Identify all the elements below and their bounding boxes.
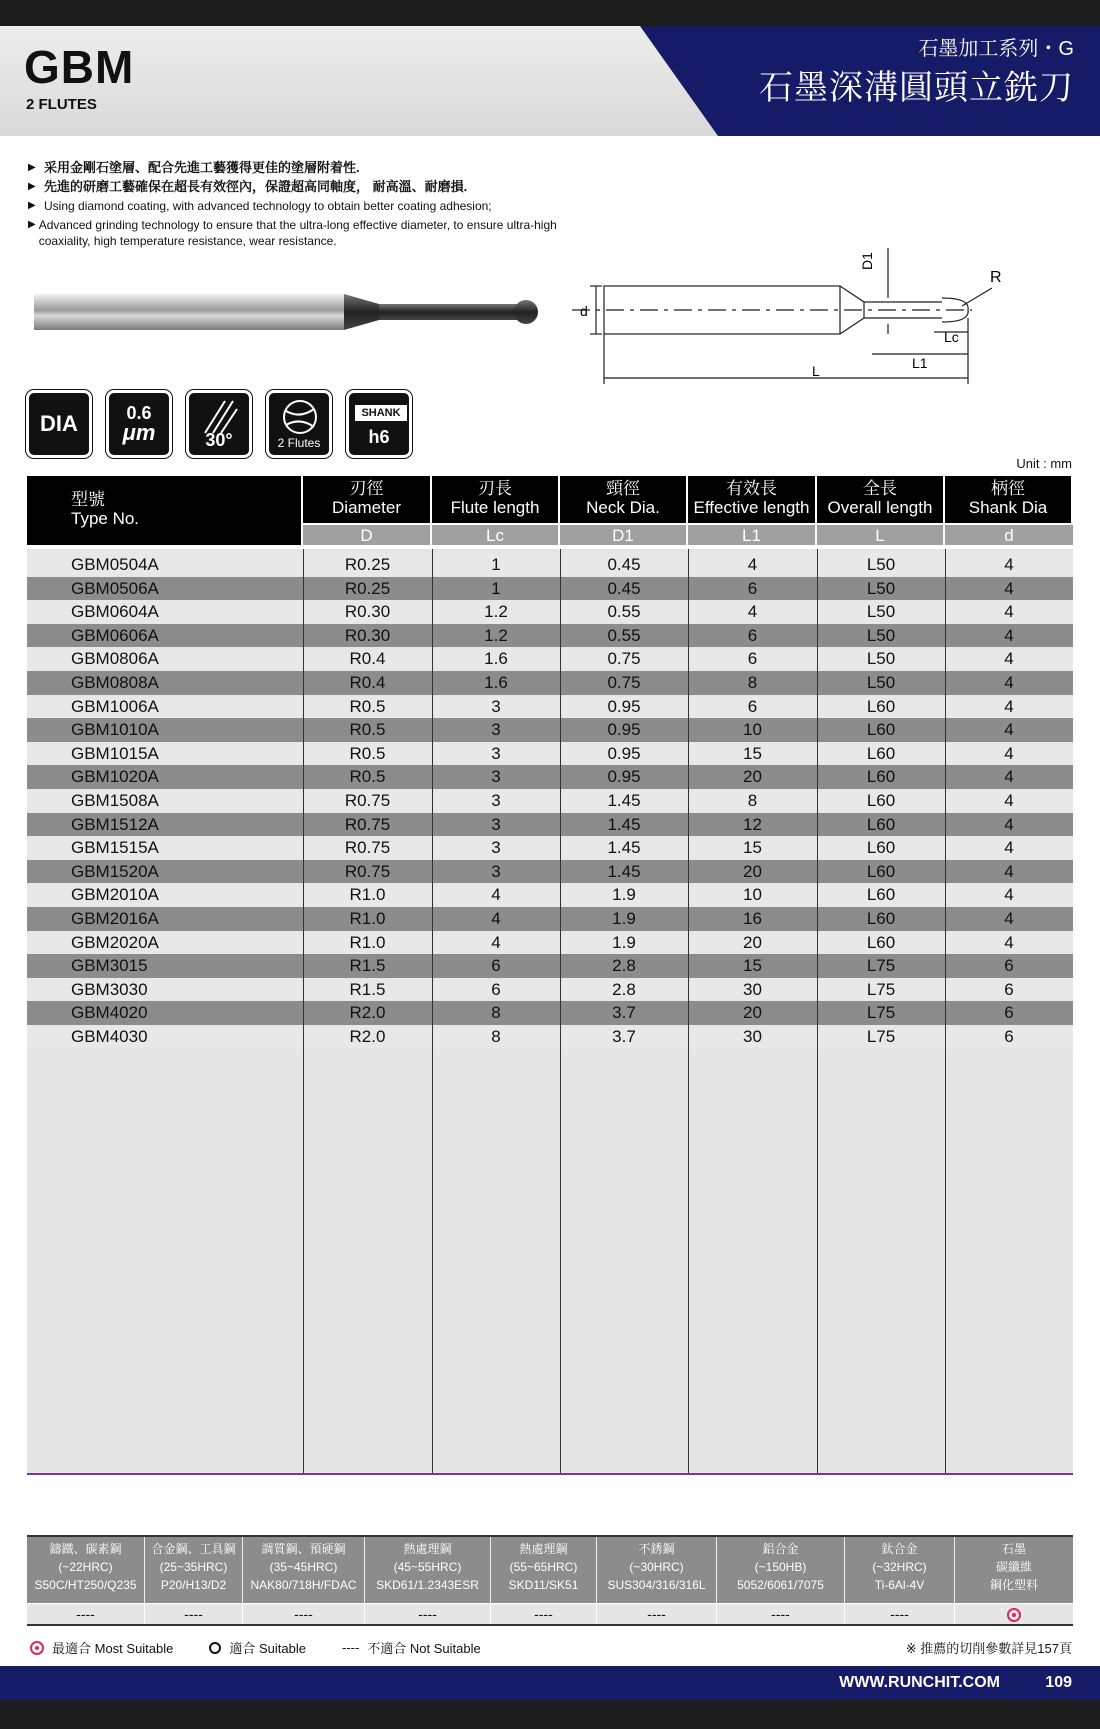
header-shank-dia: 柄徑 Shank Dia (945, 476, 1073, 523)
label-l1: L1 (912, 355, 928, 371)
cell-diameter: R1.0 (349, 909, 386, 928)
material-cell: 鋁合金 (~150HB) 5052/6061/7075 (717, 1537, 845, 1603)
cell-effective-length: 8 (747, 673, 758, 692)
table-row (27, 860, 1073, 884)
cell-shank-dia: 4 (1004, 625, 1014, 645)
shank-tolerance-badge: SHANK h6 (346, 390, 412, 458)
cell-neck-dia: 0.95 (607, 720, 641, 740)
cell-overall-length: L60 (866, 909, 896, 928)
suitability-cell: ---- (717, 1604, 845, 1624)
label-d: d (580, 303, 588, 319)
suitability-cell: ---- (597, 1604, 717, 1624)
cell-shank-dia: 4 (1004, 673, 1014, 692)
cell-overall-length: L60 (866, 861, 896, 881)
cell-diameter: R1.5 (349, 979, 386, 999)
cell-diameter: R0.30 (344, 602, 391, 622)
cell-shank-dia: 4 (1004, 838, 1014, 858)
cell-overall-length: L75 (866, 956, 896, 976)
cell-shank-dia: 6 (1004, 1003, 1014, 1023)
cell-flute-length: 1 (491, 578, 501, 598)
cell-overall-length: L50 (866, 625, 896, 645)
bullet-arrow-icon: ▶ (28, 181, 36, 192)
cell-neck-dia: 0.95 (607, 767, 641, 787)
cell-neck-dia: 2.8 (612, 979, 636, 999)
cutting-parameter-note: ※ 推薦的切削參數詳見157頁 (905, 1641, 1072, 1656)
cell-overall-length: L60 (866, 743, 896, 763)
table-row (27, 789, 1073, 813)
flutes-badge: 2 Flutes (266, 390, 332, 458)
symbol-l1: L1 (688, 523, 817, 545)
cell-diameter: R0.25 (344, 578, 391, 598)
page-number: 109 (1045, 1674, 1072, 1691)
cell-type-no: GBM4020 (71, 1003, 148, 1023)
table-row (27, 553, 1073, 577)
cell-type-no: GBM1512A (71, 814, 159, 834)
cell-diameter: R1.5 (349, 956, 386, 976)
symbol-shank-d: d (945, 523, 1073, 545)
column-divider (945, 549, 946, 1473)
cell-diameter: R1.0 (349, 885, 386, 905)
cell-flute-length: 1.2 (484, 625, 508, 645)
cell-overall-length: L50 (866, 602, 896, 622)
cell-flute-length: 3 (491, 838, 501, 858)
helix-angle-badge: 30° (186, 390, 252, 458)
cell-shank-dia: 6 (1004, 1027, 1014, 1046)
table-row (27, 577, 1073, 601)
model-title: GBM (24, 41, 135, 93)
table-row (27, 1001, 1073, 1025)
header-neck-dia: 頸徑 Neck Dia. (560, 476, 688, 523)
cell-neck-dia: 3.7 (612, 1027, 636, 1046)
cell-type-no: GBM0606A (71, 625, 159, 645)
most-suitable-icon (1007, 1608, 1021, 1622)
cell-effective-length: 6 (747, 578, 758, 598)
material-cell: 熱處理鋼 (45~55HRC) SKD61/1.2343ESR (365, 1537, 491, 1603)
cell-type-no: GBM1515A (71, 838, 159, 858)
cell-effective-length: 20 (743, 1003, 762, 1023)
table-row (27, 600, 1073, 624)
tool-photo (34, 288, 554, 338)
cell-shank-dia: 4 (1004, 696, 1014, 716)
header-type-no: 型號 Type No. (27, 476, 303, 545)
page-footer (0, 1666, 1100, 1700)
cell-diameter: R1.0 (349, 932, 386, 952)
cell-diameter: R0.5 (349, 696, 386, 716)
cell-neck-dia: 1.9 (612, 885, 636, 905)
cell-neck-dia: 1.45 (607, 814, 641, 834)
cell-type-no: GBM3030 (71, 979, 148, 999)
cell-effective-length: 15 (743, 743, 762, 763)
cell-type-no: GBM1010A (71, 720, 159, 740)
cell-overall-length: L60 (866, 932, 896, 952)
cell-flute-length: 8 (491, 1003, 501, 1023)
cell-neck-dia: 3.7 (612, 1003, 636, 1023)
label-l: L (812, 363, 820, 379)
table-row (27, 718, 1073, 742)
diamond-coating-badge: DIA (26, 390, 92, 458)
table-row (27, 742, 1073, 766)
material-cell: 不銹鋼 (~30HRC) SUS304/316/316L (597, 1537, 717, 1603)
cell-shank-dia: 4 (1004, 602, 1014, 622)
cell-flute-length: 1.2 (484, 602, 508, 622)
cell-overall-length: L60 (866, 720, 896, 740)
column-divider (432, 549, 433, 1473)
label-d1: D1 (859, 252, 875, 270)
cell-shank-dia: 4 (1004, 861, 1014, 881)
cell-shank-dia: 4 (1004, 720, 1014, 740)
spec-table-body (27, 549, 1073, 1475)
page-header (0, 26, 1100, 136)
table-row (27, 954, 1073, 978)
cell-effective-length: 16 (743, 909, 762, 928)
material-cell: 石墨 碳纖維 鋼化塑料 (989, 1542, 1038, 1592)
cell-effective-length: 4 (747, 555, 758, 574)
table-row (27, 671, 1073, 695)
cell-effective-length: 6 (747, 649, 758, 669)
cell-neck-dia: 2.8 (612, 956, 636, 976)
feature-item: ▶ Advanced grinding technology to ensure that the ultra-long effective diameter, to ensure ultra-high coaxiality, high temperature resistance, wear resistance. (28, 218, 557, 248)
column-divider (303, 549, 304, 1473)
cell-type-no: GBM2016A (71, 909, 159, 928)
product-name: 石墨深溝圓頭立銑刀 (759, 69, 1074, 107)
cell-neck-dia: 0.45 (607, 555, 641, 574)
symbol-lc: Lc (432, 523, 560, 545)
cell-shank-dia: 4 (1004, 578, 1014, 598)
cell-diameter: R0.25 (344, 555, 391, 574)
cell-shank-dia: 4 (1004, 649, 1014, 669)
table-row (27, 813, 1073, 837)
cell-shank-dia: 4 (1004, 555, 1014, 574)
cell-type-no: GBM1508A (71, 791, 159, 810)
cell-neck-dia: 1.9 (612, 909, 636, 928)
cell-shank-dia: 6 (1004, 956, 1014, 976)
cell-overall-length: L50 (866, 555, 896, 574)
table-row (27, 1025, 1073, 1049)
cell-effective-length: 20 (743, 767, 762, 787)
symbol-d1: D1 (560, 523, 688, 545)
cell-shank-dia: 4 (1004, 767, 1014, 787)
feature-item: ▶ 先進的研磨工藝確保在超長有效徑內，保證超高同軸度， 耐高溫、耐磨損. (28, 179, 468, 194)
cell-overall-length: L75 (866, 1027, 896, 1046)
cell-effective-length: 4 (747, 602, 758, 622)
cell-neck-dia: 1.9 (612, 932, 636, 952)
cell-type-no: GBM0504A (71, 555, 159, 574)
cell-flute-length: 3 (491, 720, 501, 740)
cell-flute-length: 3 (491, 861, 501, 881)
table-row (27, 978, 1073, 1002)
symbol-d: D (303, 523, 432, 545)
cell-overall-length: L60 (866, 767, 896, 787)
cell-diameter: R0.75 (344, 861, 391, 881)
cell-effective-length: 10 (743, 720, 762, 740)
cell-shank-dia: 4 (1004, 791, 1014, 810)
cell-type-no: GBM1520A (71, 861, 159, 881)
cell-diameter: R0.75 (344, 791, 391, 810)
suitability-cell: ---- (145, 1604, 243, 1624)
material-cell: 鑄鐵、碳素鋼 (~22HRC) S50C/HT250/Q235 (27, 1537, 145, 1603)
cell-diameter: R2.0 (349, 1003, 386, 1023)
cell-diameter: R2.0 (349, 1027, 386, 1046)
label-lc: Lc (944, 329, 959, 345)
cell-overall-length: L75 (866, 979, 896, 999)
header-effective-length: 有效長 Effective length (688, 476, 817, 523)
cell-shank-dia: 4 (1004, 885, 1014, 905)
cell-flute-length: 3 (491, 743, 501, 763)
material-suitability-table (27, 1535, 1073, 1626)
cell-neck-dia: 0.75 (607, 673, 641, 692)
cell-effective-length: 20 (743, 932, 762, 952)
cell-overall-length: L50 (866, 578, 896, 598)
legend-suitable: 適合 Suitable (209, 1638, 306, 1657)
cell-flute-length: 1.6 (484, 649, 508, 669)
table-row (27, 931, 1073, 955)
cell-neck-dia: 0.55 (607, 625, 641, 645)
label-r: R (990, 269, 1002, 286)
cell-effective-length: 12 (743, 814, 762, 834)
header-diameter: 刃徑 Diameter (303, 476, 432, 523)
cell-effective-length: 15 (743, 956, 762, 976)
header-overall-length: 全長 Overall length (817, 476, 945, 523)
cell-diameter: R0.75 (344, 838, 391, 858)
cell-shank-dia: 4 (1004, 743, 1014, 763)
cell-neck-dia: 0.75 (607, 649, 641, 669)
cell-diameter: R0.5 (349, 720, 386, 740)
most-suitable-icon (30, 1641, 44, 1655)
cell-shank-dia: 4 (1004, 932, 1014, 952)
cell-type-no: GBM1006A (71, 696, 159, 716)
unit-label: Unit : mm (1016, 456, 1072, 471)
cell-overall-length: L50 (866, 673, 896, 692)
table-row (27, 624, 1073, 648)
suitability-cell: ---- (27, 1604, 145, 1624)
top-bar (0, 0, 1100, 26)
suitability-cell (955, 1604, 1073, 1624)
cell-overall-length: L60 (866, 838, 896, 858)
cell-flute-length: 3 (491, 791, 501, 810)
cell-flute-length: 4 (491, 909, 501, 928)
cell-type-no: GBM3015 (71, 956, 148, 976)
column-divider (817, 549, 818, 1473)
cell-flute-length: 8 (491, 1027, 501, 1046)
cell-effective-length: 6 (747, 696, 758, 716)
cell-effective-length: 15 (743, 838, 762, 858)
table-row (27, 836, 1073, 860)
cell-flute-length: 6 (491, 979, 501, 999)
suitability-cell: ---- (365, 1604, 491, 1624)
cell-flute-length: 3 (491, 767, 501, 787)
cell-type-no: GBM1015A (71, 743, 159, 763)
cell-overall-length: L50 (866, 649, 896, 669)
material-cell: 合金鋼、工具鋼 (25~35HRC) P20/H13/D2 (145, 1537, 243, 1603)
flute-cross-section-icon (278, 397, 322, 437)
header-flute-length: 刃長 Flute length (432, 476, 560, 523)
cell-neck-dia: 0.95 (607, 743, 641, 763)
feature-list (28, 160, 588, 252)
series-name: 石墨加工系列・G (918, 38, 1074, 60)
cell-overall-length: L60 (866, 885, 896, 905)
suitability-cell: ---- (243, 1604, 365, 1624)
column-divider (560, 549, 561, 1473)
bullet-arrow-icon: ▶ (28, 200, 36, 211)
table-row (27, 765, 1073, 789)
material-cell: 熱處理鋼 (55~65HRC) SKD11/SK51 (491, 1537, 597, 1603)
table-row (27, 647, 1073, 671)
material-cell: 鈦合金 (~32HRC) Ti-6Al-4V (845, 1537, 955, 1603)
spec-table-header (27, 476, 1073, 545)
legend-not-suitable: ---- 不適合 Not Suitable (341, 1640, 481, 1656)
bullet-arrow-icon: ▶ (28, 219, 36, 230)
cell-neck-dia: 1.45 (607, 791, 641, 810)
suitable-icon (209, 1642, 221, 1654)
cell-type-no: GBM2010A (71, 885, 159, 905)
cell-effective-length: 30 (743, 1027, 762, 1046)
bullet-arrow-icon: ▶ (28, 162, 36, 173)
cell-diameter: R0.4 (349, 649, 386, 669)
feature-item: ▶ Using diamond coating, with advanced technology to obtain better coating adhesion; (28, 199, 492, 213)
suitability-legend (30, 1638, 1072, 1657)
cell-neck-dia: 0.55 (607, 602, 641, 622)
symbol-l: L (817, 523, 945, 545)
cell-type-no: GBM0506A (71, 578, 159, 598)
table-row (27, 695, 1073, 719)
cell-effective-length: 30 (743, 979, 762, 999)
cell-overall-length: L75 (866, 1003, 896, 1023)
cell-type-no: GBM4030 (71, 1027, 148, 1046)
flutes-subtitle: 2 FLUTES (26, 96, 97, 113)
website-url: WWW.RUNCHIT.COM (839, 1674, 1000, 1691)
cell-neck-dia: 0.95 (607, 696, 641, 716)
not-suitable-icon: ---- (341, 1640, 360, 1655)
cell-flute-length: 3 (491, 696, 501, 716)
cell-flute-length: 1 (491, 555, 501, 574)
material-cell: 調質鋼、預硬鋼 (35~45HRC) NAK80/718H/FDAC (243, 1537, 365, 1603)
cell-flute-length: 1.6 (484, 673, 508, 692)
bottom-bar (0, 1700, 1100, 1729)
cell-flute-length: 6 (491, 956, 501, 976)
cell-neck-dia: 1.45 (607, 838, 641, 858)
suitability-cell: ---- (845, 1604, 955, 1624)
cell-neck-dia: 1.45 (607, 861, 641, 881)
table-row (27, 883, 1073, 907)
tool-drawing (572, 248, 1082, 398)
cell-overall-length: L60 (866, 696, 896, 716)
cell-overall-length: L60 (866, 814, 896, 834)
cell-effective-length: 8 (747, 791, 758, 810)
column-divider (688, 549, 689, 1473)
coating-thickness-badge: 0.6 μm (106, 390, 172, 458)
cell-diameter: R0.5 (349, 743, 386, 763)
cell-shank-dia: 6 (1004, 979, 1014, 999)
cell-diameter: R0.4 (349, 673, 386, 692)
cell-flute-length: 3 (491, 814, 501, 834)
spec-badges (26, 390, 426, 458)
feature-item: ▶ 采用金剛石塗層、配合先進工藝獲得更佳的塗層附着性. (28, 160, 360, 175)
cell-overall-length: L60 (866, 791, 896, 810)
cell-shank-dia: 4 (1004, 909, 1014, 928)
cell-diameter: R0.75 (344, 814, 391, 834)
cell-type-no: GBM0604A (71, 602, 159, 622)
cell-type-no: GBM0808A (71, 673, 159, 692)
cell-effective-length: 10 (743, 885, 762, 905)
cell-type-no: GBM0806A (71, 649, 159, 669)
cell-shank-dia: 4 (1004, 814, 1014, 834)
cell-type-no: GBM2020A (71, 932, 159, 952)
cell-flute-length: 4 (491, 932, 501, 952)
suitability-cell: ---- (491, 1604, 597, 1624)
cell-diameter: R0.30 (344, 625, 391, 645)
cell-effective-length: 20 (743, 861, 762, 881)
cell-diameter: R0.5 (349, 767, 386, 787)
cell-neck-dia: 0.45 (607, 578, 641, 598)
legend-most-suitable: 最適合 Most Suitable (30, 1638, 173, 1657)
cell-flute-length: 4 (491, 885, 501, 905)
cell-type-no: GBM1020A (71, 767, 159, 787)
cell-effective-length: 6 (747, 625, 758, 645)
table-row (27, 907, 1073, 931)
